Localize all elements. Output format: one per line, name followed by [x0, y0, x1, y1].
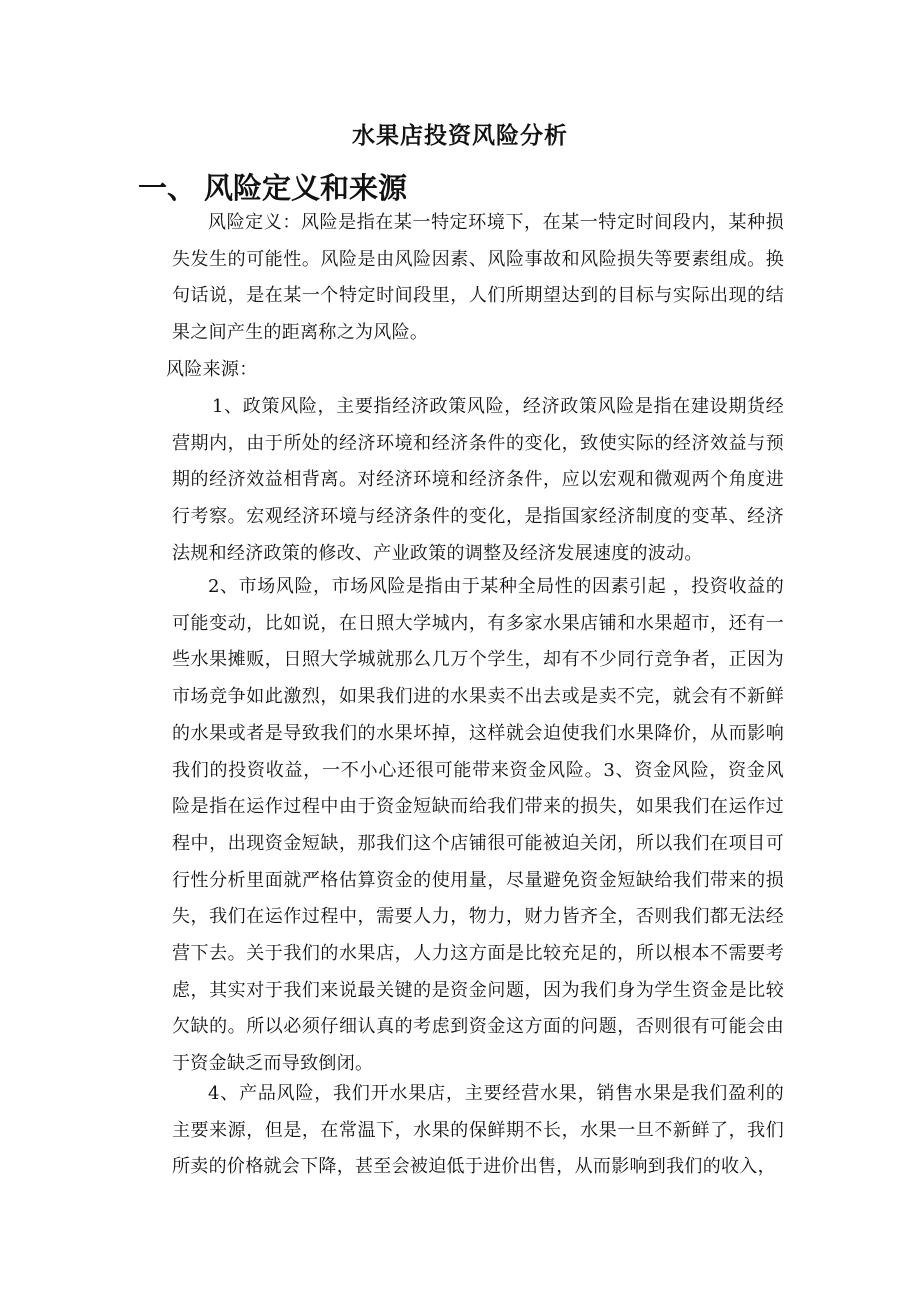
risk-definition-paragraph: 风险定义：风险是指在某一特定环境下，在某一特定时间段内，某种损失发生的可能性。风险是由风险因素、风险事故和风险损失等要素组成。换句话说，是在某一个特定时间段里，人们所期望达到的目标与实际出现的结果之间产生的距离称之为风险。 [172, 212, 784, 344]
market-and-capital-risk-paragraph: 2、市场风险，市场风险是指由于某种全局性的因素引起 ，投资收益的可能变动，比如说，在日照大学城内，有多家水果店铺和水果超市，还有一些水果摊贩，日照大学城就那么几万个学生，却有不少同行竞争者，正因为市场竞争如此激烈，如果我们进的水果卖不出去或是卖不完，就会有不新鲜的水果或者是导致我们的水果坏掉，这样就会迫使我们水果降价，从而影响我们的投资收益，一不小心还很可能带来资金风险。3、资金风险，资金风险是指在运作过程中由于资金短缺而给我们带来的损失，如果我们在运作过程中，出现资金短缺，那我们这个店铺很可能被迫关闭，所以我们在项目可行性分析里面就严格估算资金的使用量，尽量避免资金短缺给我们带来的损失，我们在运作过程中，需要人力，物力，财力皆齐全，否则我们都无法经营下去。关于我们的水果店，人力这方面是比较充足的，所以根本不需要考虑，其实对于我们来说最关键的是资金问题，因为我们身为学生资金是比较欠缺的。所以必须仔细认真的考虑到资金这方面的问题，否则很有可能会由于资金缺乏而导致倒闭。 [172, 576, 784, 1075]
section-heading-text: 风险定义和来源 [204, 171, 408, 205]
section-heading [138, 168, 407, 208]
document-title: 水果店投资风险分析 [352, 123, 568, 149]
risk-sources-label: 风险来源： [166, 359, 258, 380]
section-number: 一、 [138, 171, 197, 205]
product-risk-paragraph: 4、产品风险，我们开水果店，主要经营水果，销售水果是我们盈利的主要来源，但是，在常温下，水果的保鲜期不长，水果一旦不新鲜了，我们所卖的价格就会下降，甚至会被迫低于进价出售，从而影响到我们的收入， [172, 1083, 784, 1178]
policy-risk-paragraph: 1、政策风险，主要指经济政策风险，经济政策风险是指在建设期货经营期内，由于所处的经济环境和经济条件的变化，致使实际的经济效益与预期的经济效益相背离。对经济环境和经济条件，应以宏观和微观两个角度进行考察。宏观经济环境与经济条件的变化，是指国家经济制度的变革、经济法规和经济政策的修改、产业政策的调整及经济发展速度的波动。 [172, 396, 784, 564]
